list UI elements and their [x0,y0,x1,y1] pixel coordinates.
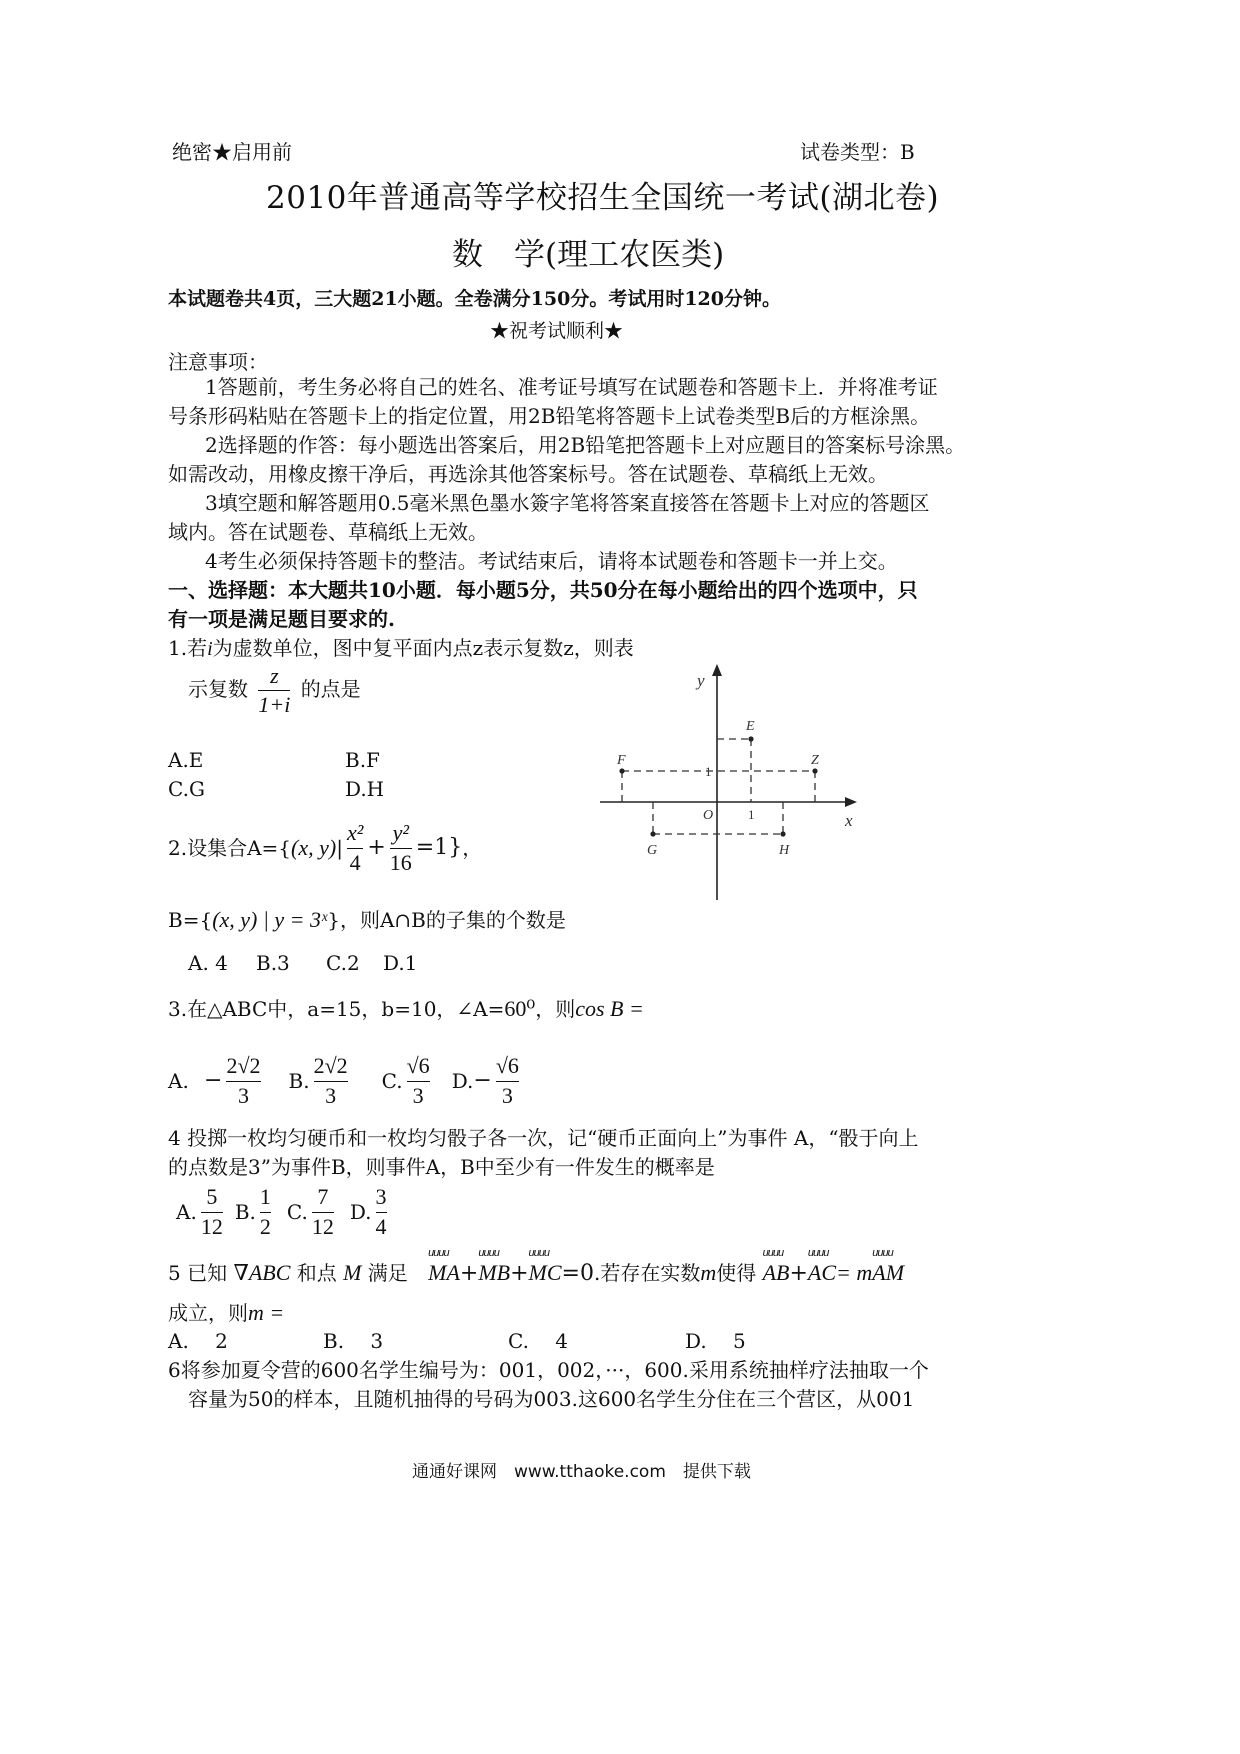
note-1b: 号条形码粘贴在答题卡上的指定位置，用2B铅笔将答题卡上试卷类型B后的方框涂黑。 [168,404,931,428]
note-4: 4考生必须保持答题卡的整洁。考试结束后，请将本试题卷和答题卡一并上交。 [205,549,898,573]
footer-source: 通通好课网 www.tthaoke.com 提供下载 [412,1462,751,1482]
notes-heading: 注意事项： [168,350,268,374]
q3-option-a-frac [226,1054,260,1107]
q3-text-a: 3.在△ABC中，a=15，b=10，∠A= [168,997,505,1021]
q5-text-f: 成立，则 [168,1301,248,1325]
q5-plus-2: + [510,1261,529,1286]
section-1-line-2: 有一项是满足题目要求的. [168,607,395,631]
exam-subtitle: 数 学(理工农医类) [452,237,725,273]
wish-line: ★祝考试顺利★ [490,320,624,342]
q2-den-4: 4 [349,849,361,875]
q4-option-c-label: C. [286,1200,308,1224]
complex-plane-figure [595,660,870,910]
q2-option-b: B.3 [256,951,290,975]
q3-line-1 [168,998,644,1020]
q1-text-c: 示复数 [188,677,248,702]
q4-option-a-label: A. [176,1200,197,1224]
q4-b-den: 2 [259,1213,271,1239]
q4-line-1: 4 投掷一枚均匀硬币和一枚均匀骰子各一次，记“硬币正面向上”为事件 A，“骰于向上 [168,1126,919,1150]
q1-line-1 [168,638,634,659]
q4-c-num: 7 [317,1184,329,1210]
q1-option-b: B.F [345,748,380,772]
q3-b-num: 2√2 [313,1053,348,1079]
q6-line-2: 容量为50的样本，且随机抽得的号码为003.这600名学生分住在三个营区，从001 [188,1387,915,1411]
q3-option-b-frac [314,1054,348,1107]
q2-option-d: D.1 [383,951,418,975]
q2-x2: x² [346,820,364,846]
q4-option-b-frac [260,1185,271,1238]
exam-info: 本试题卷共4页，三大题21小题。全卷满分150分。考试用时120分钟。 [168,288,781,310]
point-e-label: E [746,719,755,734]
x-unit-label: 1 [748,807,755,822]
q3-c-num: √6 [406,1053,430,1079]
q4-a-den: 12 [200,1213,223,1239]
q2-set-b: (x, y) | y = 3ˣ [212,907,328,932]
q2-comma: ， [462,836,483,860]
q2-text-a: 2.设集合A={ [168,836,292,860]
x-axis-label: x [845,811,853,830]
q2-eq-1: =1} [415,835,463,860]
q4-options [176,1182,391,1242]
q4-d-den: 4 [375,1213,387,1239]
q3-d-num: √6 [495,1053,519,1079]
q4-option-d-frac [376,1185,387,1238]
q3-option-c-label: C. [381,1069,403,1093]
q5-vector-mb: uuuu MB [478,1262,510,1284]
q3-d-den: 3 [501,1082,513,1108]
q5-options [168,1331,746,1351]
section-1-line-1: 一、选择题：本大题共10小题．每小题5分，共50分在每小题给出的四个选项中，只 [168,578,918,602]
q5-text-b: 和点 [296,1261,337,1285]
q2-text-c: }，则A∩B的子集的个数是 [327,908,566,932]
q2-den-16: 16 [389,849,412,875]
q5-vector-ac: uuuu AC [808,1262,836,1284]
q5-text-d: .若存在实数 [593,1261,701,1285]
q1-frac-den: 1+i [258,692,291,718]
q1-frac-num: z [270,663,279,688]
q1-option-d: D.H [345,777,385,801]
fraction-bar [258,690,290,691]
q5-vector-mc: uuuu MC [529,1262,562,1284]
q2-options [188,953,417,973]
point-g [650,831,655,836]
point-f-label: F [617,753,626,768]
q5-eq-m: = m [836,1260,873,1285]
q5-triangle: ∇ABC [233,1260,291,1285]
q5-plus-3: + [789,1261,808,1286]
point-h [780,831,785,836]
q3-text-b: ，则 [535,997,576,1021]
fraction-bar [314,1081,348,1082]
q6-line-1: 6将参加夏令营的600名学生编号为：001，002，···，600.采用系统抽样疗法抽取一个 [168,1358,929,1382]
q3-option-d-neg: − [473,1068,492,1093]
point-e [748,736,753,741]
q3-a-den: 3 [237,1082,249,1108]
q2-line-2 [168,909,566,931]
q2-text-b: B={ [168,908,213,932]
q4-option-c-frac [312,1185,334,1238]
q1-text-b: 为虚数单位，图中复平面内点z表示复数z，则表 [212,636,634,660]
q5-option-b: B. 3 [323,1329,384,1353]
y-axis-label: y [697,671,705,690]
q5-text-c: 满足 [367,1261,408,1285]
q1-option-a: A.E [168,748,204,772]
q2-frac-y [390,821,412,874]
q1-option-c: C.G [168,777,205,801]
q2-y2: y² [392,820,409,846]
point-f [619,768,624,773]
q5-option-d: D. 5 [685,1329,746,1353]
q5-point-m: M [343,1260,362,1285]
q2-plus: + [367,835,386,860]
q1-fraction [258,664,290,717]
q5-eq-zero: =0 [561,1261,594,1286]
q2-line-1 [168,818,482,878]
q5-option-a: A. 2 [168,1329,228,1353]
q5-m-eq: m = [248,1300,285,1325]
q5-text-a: 5 已知 [168,1261,228,1285]
x-axis-arrow [845,797,857,807]
point-h-label: H [779,843,790,858]
note-3a: 3填空题和解答题用0.5毫米黑色墨水簽字笔将答案直接答在答题卡上对应的答题区 [205,491,930,515]
point-g-label: G [647,843,658,858]
note-2a: 2选择题的作答：每小题选出答案后，用2B铅笔把答题卡上对应题目的答案标号涂黑。 [205,433,966,457]
paper-type-label: 试卷类型：B [800,140,915,164]
q5-line-1 [168,1262,904,1285]
q5-vector-am: uuuu AM [872,1262,904,1284]
q5-option-c: C. 4 [508,1329,569,1353]
q4-c-den: 12 [311,1213,334,1239]
fraction-bar [407,1081,430,1082]
q1-line-2 [188,664,361,717]
q1-text-a: 1.若 [168,636,208,660]
y-axis-arrow [712,664,722,676]
q3-option-b-label: B. [288,1069,310,1093]
q5-vector-ma: uuuu MA [428,1262,460,1284]
q2-option-c: C.2 [326,951,360,975]
q1-text-d: 的点是 [300,677,361,702]
fraction-bar [390,848,412,849]
fraction-bar [201,1212,223,1213]
q3-option-d-label: D. [451,1069,474,1093]
q3-a-num: 2√2 [226,1053,261,1079]
q3-b-den: 3 [325,1082,337,1108]
q4-line-2: 的点数是3”为事件B，则事件A，B中至少有一件发生的概率是 [168,1155,715,1179]
q5-plus-1: + [459,1261,479,1286]
q5-vector-ab: uuuu AB [763,1262,790,1284]
y-unit-label: 1 [705,764,712,779]
point-z-label: Z [811,753,819,768]
q3-options [168,1050,523,1112]
note-2b: 如需改动，用橡皮擦干净后，再选涂其他答案标号。答在试题卷、草稿纸上无效。 [168,462,888,486]
q2-xy: (x, y) [291,835,337,860]
q5-text-e: 使得 [716,1261,757,1285]
q4-option-b-label: B. [234,1200,256,1224]
q1-i-symbol: i [207,638,213,660]
note-1a: 1答题前，考生务必将自己的姓名、准考证号填写在试题卷和答题卡上．并将准考证 [205,375,938,399]
q4-b-num: 1 [259,1184,271,1210]
q3-option-a-neg: − [204,1068,223,1093]
q3-option-d-frac [496,1054,519,1107]
q4-option-d-label: D. [349,1200,372,1224]
q3-angle: 60⁰ [504,996,536,1021]
point-z [812,768,817,773]
q2-option-a: A. 4 [188,951,228,975]
q5-line-2 [168,1302,284,1324]
origin-label: O [703,808,714,823]
fraction-bar [496,1081,519,1082]
q4-option-a-frac [201,1185,223,1238]
fraction-bar [376,1212,387,1213]
fraction-bar [260,1212,271,1213]
q4-a-num: 5 [206,1184,218,1210]
fraction-bar [312,1212,334,1213]
q2-frac-x [347,821,363,874]
q2-bar: | [336,836,343,860]
fraction-bar [347,848,363,849]
confidential-label: 绝密★启用前 [172,140,292,164]
q3-c-den: 3 [412,1082,424,1108]
q3-option-a-label: A. [168,1069,189,1093]
q3-option-c-frac [407,1054,430,1107]
fraction-bar [226,1081,260,1082]
dashed-guides [622,739,815,834]
q5-var-m: m [700,1260,717,1285]
exam-title: 2010年普通高等学校招生全国统一考试(湖北卷) [266,180,940,216]
note-3b: 域内。答在试题卷、草稿纸上无效。 [168,520,488,544]
q3-cos: cos B = [575,996,644,1021]
q4-d-num: 3 [375,1184,387,1210]
